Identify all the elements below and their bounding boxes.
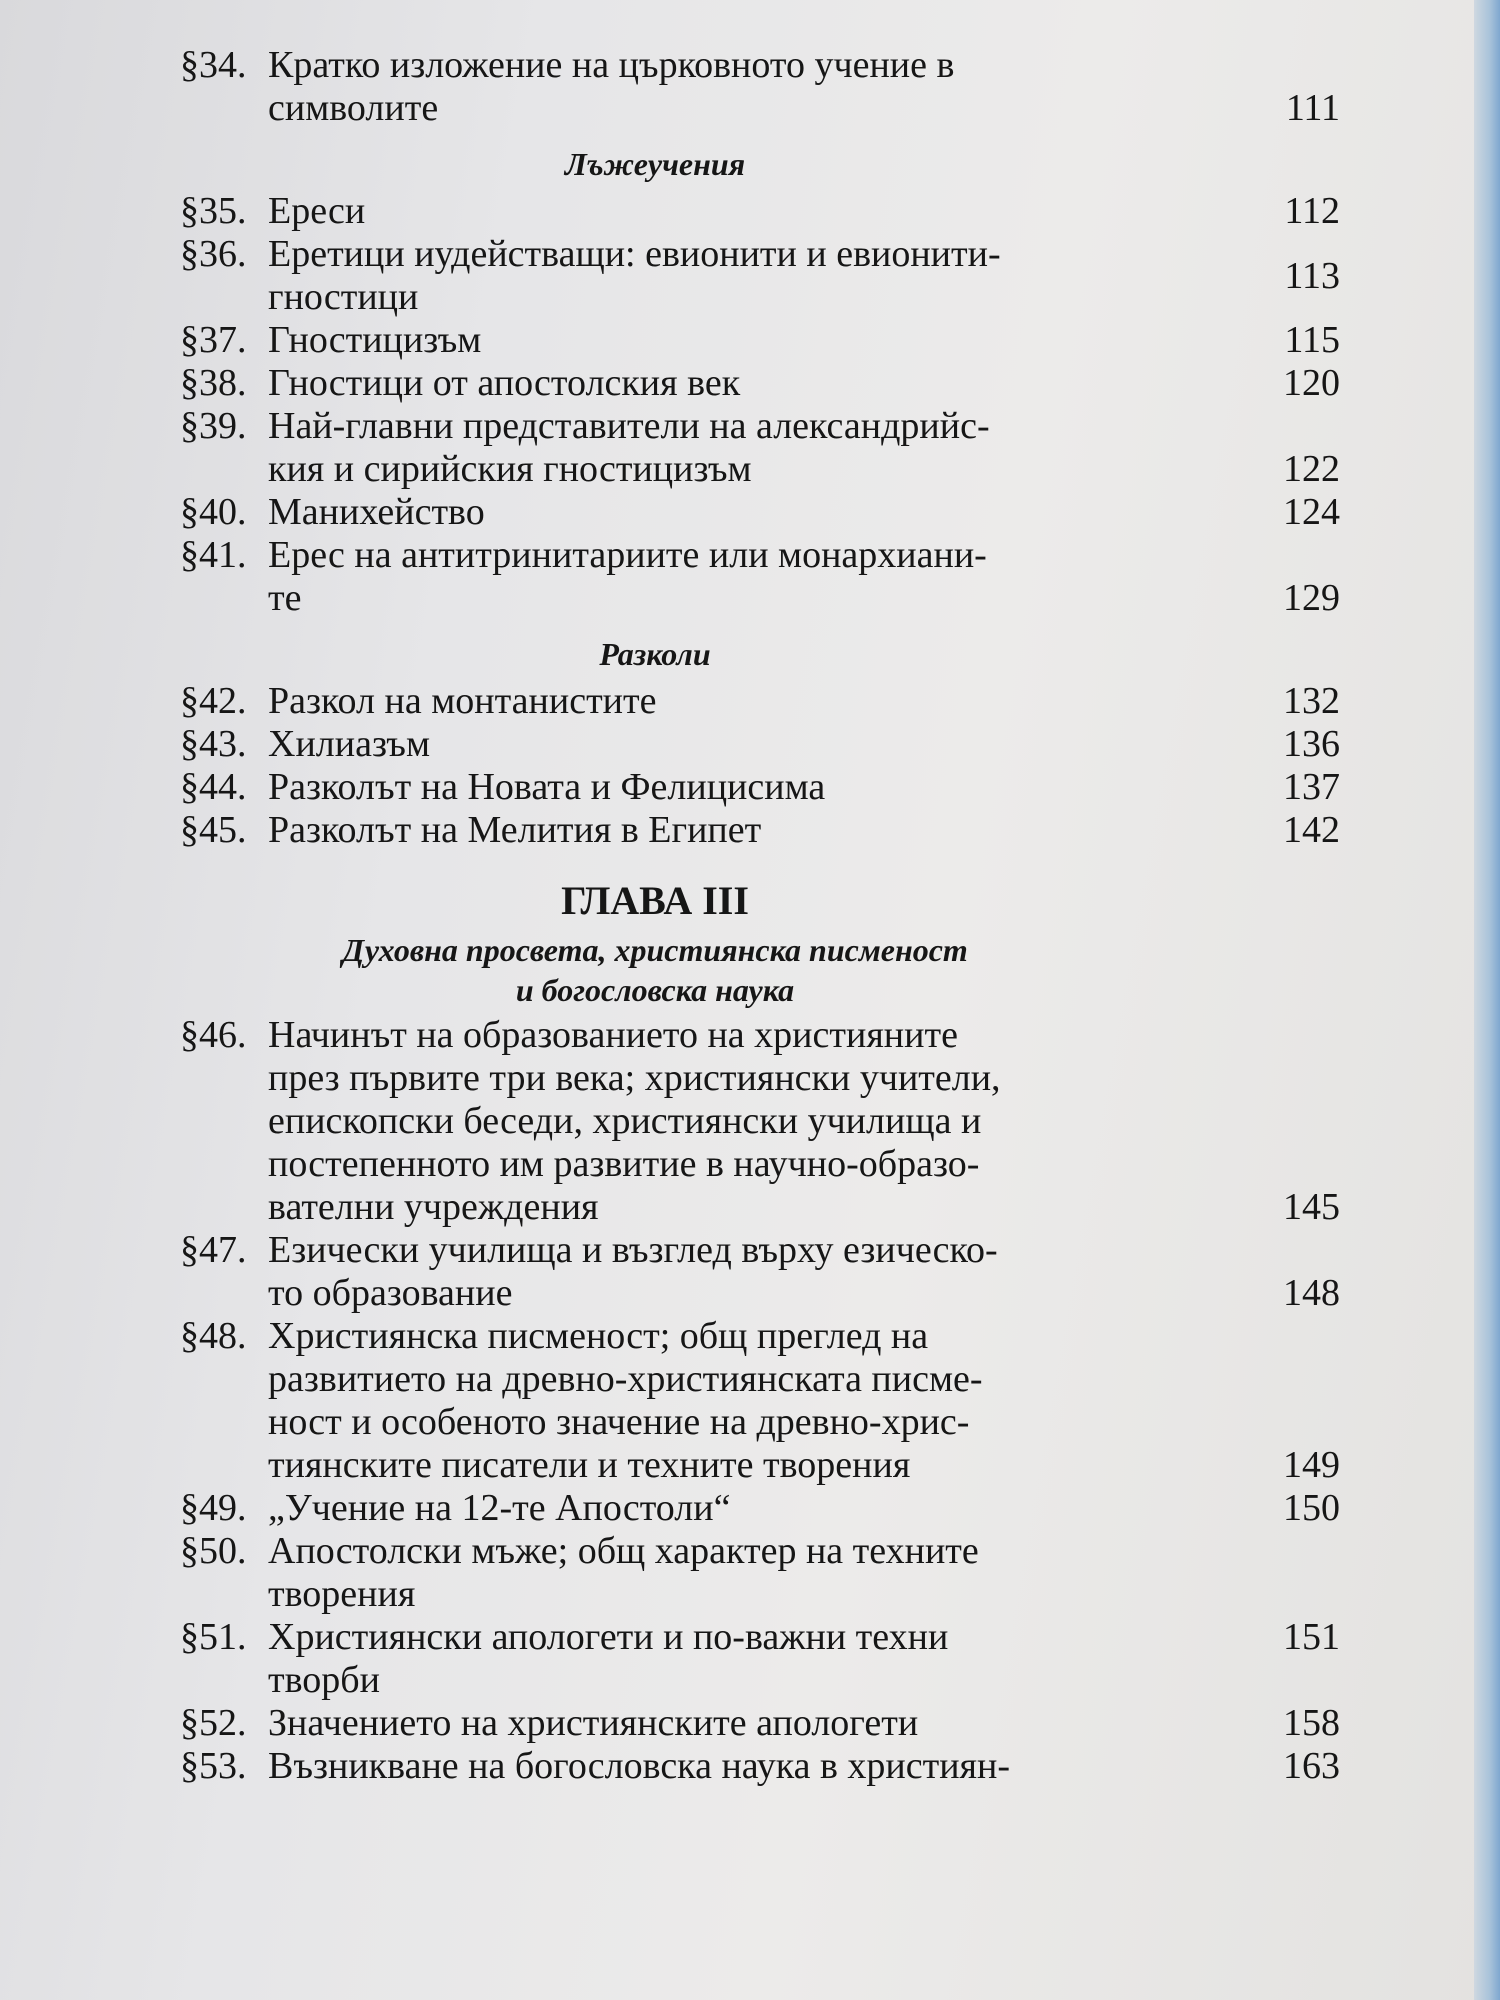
entry-title: „Учение на 12-те Апостоли“ (268, 1487, 731, 1529)
entry-title: Еретици иудействащи: евионити и евионити- гностици (268, 233, 1001, 318)
entry-title: Ерес на антитринитариите или монархиани- те (268, 534, 987, 619)
section-number: §40. (180, 491, 247, 533)
section-number: §47. (180, 1229, 247, 1271)
page-number: 150 (1283, 1487, 1340, 1529)
page-number: 112 (1284, 190, 1340, 232)
section-number: §44. (180, 766, 247, 808)
entry-title: Разкол на монтанистите (268, 680, 657, 722)
entry-title: Манихейство (268, 491, 485, 533)
page-number: 120 (1283, 362, 1340, 404)
section-number: §51. (180, 1616, 247, 1658)
toc-entry (180, 491, 1340, 534)
section-number: §48. (180, 1315, 247, 1357)
section-number: §34. (180, 44, 247, 86)
toc-entry (180, 233, 1340, 319)
section-number: §37. (180, 319, 247, 361)
page-number: 142 (1283, 809, 1340, 851)
toc-entry (180, 362, 1340, 405)
entry-title: Апостолски мъже; общ характер на техните творения (268, 1530, 979, 1615)
entry-title: Кратко изложение на църковното учение в символите (268, 44, 955, 129)
toc-entry (180, 1315, 1340, 1487)
toc-entry (180, 1014, 1340, 1229)
entry-title: Хилиазъм (268, 723, 431, 765)
section-heading: Лъжеучения (564, 146, 746, 182)
toc-entry (180, 405, 1340, 491)
page-number: 115 (1284, 319, 1340, 361)
toc-entry (180, 723, 1340, 766)
entry-title: Християнска писменост; общ преглед на развитието на древно-християнската писме- ност и особеното значение на древно-хрис- тиянските писатели и техните творения (268, 1315, 983, 1486)
toc-entry (180, 809, 1340, 852)
toc-entry (180, 1745, 1340, 1788)
entry-title: Най-главни представители на александрийс- кия и сирийския гностицизъм (268, 405, 990, 490)
section-number: §45. (180, 809, 247, 851)
page-number: 151 (1283, 1616, 1340, 1658)
page-edge (1474, 0, 1500, 2000)
entry-title: Разколът на Новата и Фелицисима (268, 766, 826, 808)
section-number: §53. (180, 1745, 247, 1787)
page-number: 132 (1283, 680, 1340, 722)
section-number: §36. (180, 233, 247, 275)
page-number: 137 (1283, 766, 1340, 808)
section-number: §39. (180, 405, 247, 447)
page-number: 111 (1285, 87, 1340, 129)
section-number: §43. (180, 723, 247, 765)
section-number: §52. (180, 1702, 247, 1744)
toc-entry (180, 44, 1340, 130)
toc-entry (180, 1487, 1340, 1530)
entry-title: Възникване на богословска наука в християн- (268, 1745, 1011, 1787)
entry-title: Ереси (268, 190, 366, 232)
toc-entry (180, 190, 1340, 233)
section-heading: Разколи (599, 636, 711, 672)
section-number: §41. (180, 534, 247, 576)
toc-entry (180, 680, 1340, 723)
page-number: 145 (1283, 1186, 1340, 1228)
section-number: §49. (180, 1487, 247, 1529)
section-number: §46. (180, 1014, 247, 1056)
page-number: 113 (1284, 254, 1340, 297)
toc-entry (180, 534, 1340, 620)
toc-entry (180, 1229, 1340, 1315)
toc-entry (180, 319, 1340, 362)
section-number: §50. (180, 1530, 247, 1572)
page-number: 148 (1283, 1272, 1340, 1314)
toc-entry (180, 1616, 1340, 1702)
section-number: §38. (180, 362, 247, 404)
toc-entry (180, 1702, 1340, 1745)
entry-title: Гностици от апостолския век (268, 362, 741, 404)
page-number: 149 (1283, 1444, 1340, 1486)
table-of-contents (180, 44, 1340, 1788)
section-number: §42. (180, 680, 247, 722)
entry-title: Значението на християнските апологети (268, 1702, 919, 1744)
section-number: §35. (180, 190, 247, 232)
entry-title: Гностицизъм (268, 319, 482, 361)
entry-title: Християнски апологети и по-важни техни творби (268, 1616, 949, 1701)
page-number: 136 (1283, 723, 1340, 765)
page-number: 163 (1283, 1745, 1340, 1787)
entry-title: Разколът на Мелития в Египет (268, 809, 762, 851)
page-number: 124 (1283, 491, 1340, 533)
toc-entry (180, 766, 1340, 809)
chapter-title: ГЛАВА III (561, 878, 749, 923)
page-number: 122 (1283, 448, 1340, 490)
entry-title: Начинът на образованието на християните през първите три века; християнски учители, епископски беседи, християнски училища и постепенното им развитие в научно-образо- вателни учреждения (268, 1014, 1001, 1228)
chapter-subtitle: Духовна просвета, християнска писменост и богословска наука (342, 932, 968, 1008)
page-number: 129 (1283, 577, 1340, 619)
toc-entry (180, 1530, 1340, 1616)
page-number: 158 (1283, 1702, 1340, 1744)
entry-title: Езически училища и възглед върху езическо- то образование (268, 1229, 998, 1314)
